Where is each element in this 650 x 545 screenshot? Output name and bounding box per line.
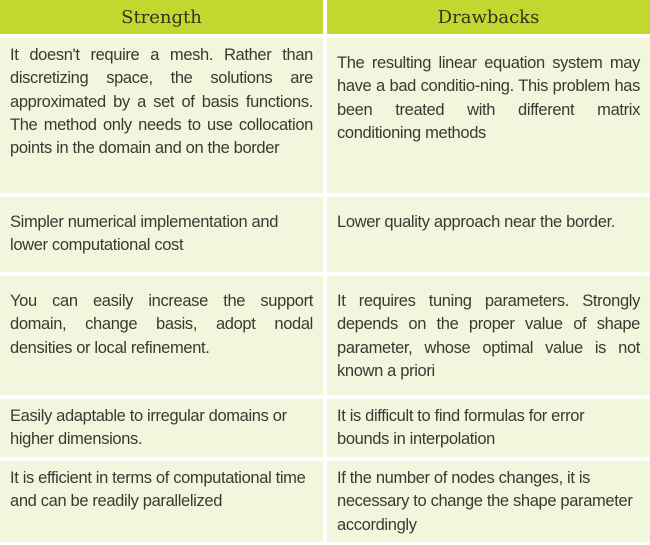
drawback-cell-2: Lower quality approach near the border. [327,197,650,272]
strength-cell-4: Easily adaptable to irregular domains or higher dimensions. [0,399,323,457]
drawback-cell-3: It requires tuning parameters. Strongly depends on the proper value of shape parameter, whose optimal value is not known a priori [327,276,650,395]
strength-cell-2: Simpler numerical implementation and lower computational cost [0,197,323,272]
header-drawbacks: Drawbacks [327,0,650,34]
header-strength: Strength [0,0,323,34]
strength-cell-5: It is efficient in terms of computational time and can be readily parallelized [0,461,323,542]
drawback-cell-5: If the number of nodes changes, it is necessary to change the shape parameter accordingly [327,461,650,542]
strength-cell-1: It doesn't require a mesh. Rather than discretizing space, the solutions are approximated by a set of basis functions. The method only needs to use collocation points in the domain and on the border [0,38,323,193]
strength-cell-3: You can easily increase the support domain, change basis, adopt nodal densities or local refinement. [0,276,323,395]
drawback-cell-1: The resulting linear equation system may have a bad conditio-ning. This problem has been treated with different matrix conditioning methods [327,38,650,193]
drawback-cell-4: It is difficult to find formulas for error bounds in interpolation [327,399,650,457]
